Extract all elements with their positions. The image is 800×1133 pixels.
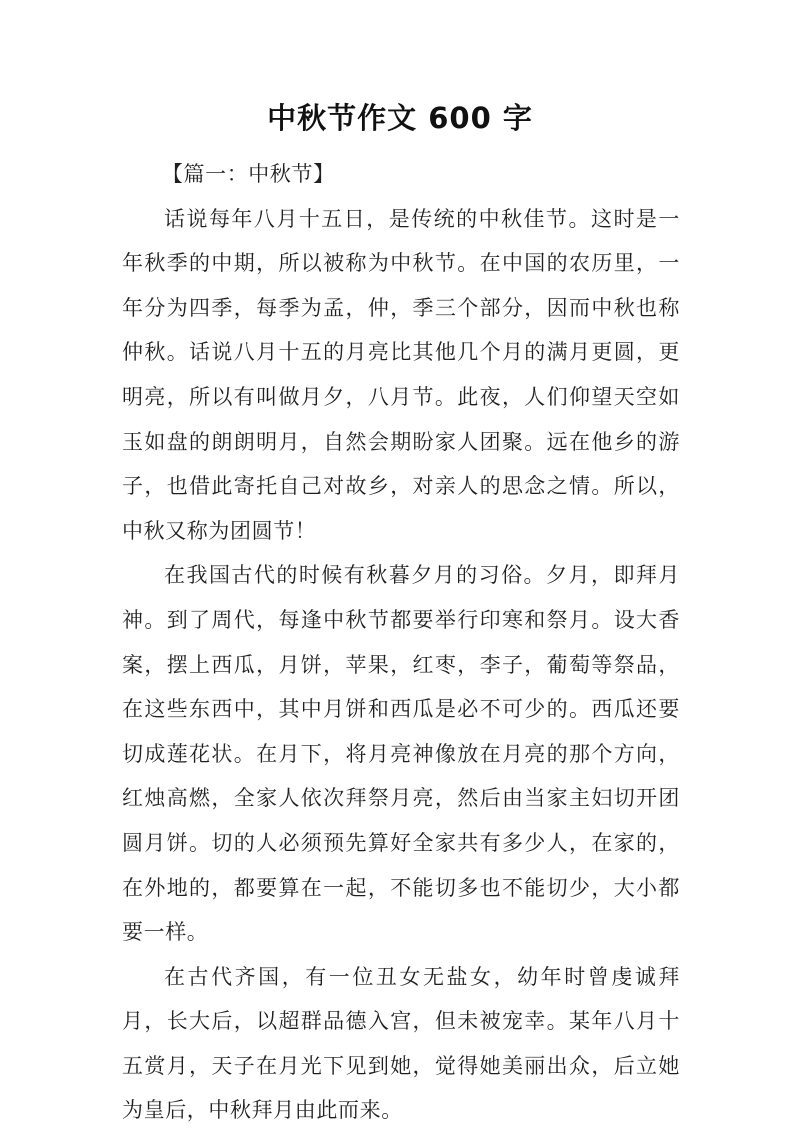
section-heading: 【篇一：中秋节】 [161,162,335,186]
document-title: 中秋节作文 600 字 [267,101,533,135]
document-body [122,152,680,1133]
paragraph: 话说每年八月十五日，是传统的中秋佳节。这时是一年秋季的中期，所以被称为中秋节。在中国的农历里，一年分为四季，每季为孟，仲，季三个部分，因而中秋也称仲秋。话说八月十五的月亮比其他几个月的满月更圆，更明亮，所以有叫做月夕，八月节。此夜，人们仰望天空如玉如盘的朗朗明月，自然会期盼家人团聚。远在他乡的游子，也借此寄托自己对故乡，对亲人的思念之情。所以，中秋又称为团圆节！ [122,206,680,543]
paragraph: 在我国古代的时候有秋暮夕月的习俗。夕月，即拜月神。到了周代，每逢中秋节都要举行印寒和祭月。设大香案，摆上西瓜，月饼，苹果，红枣，李子，葡萄等祭品，在这些东西中，其中月饼和西瓜是必不可少的。西瓜还要切成莲花状。在月下，将月亮神像放在月亮的那个方向，红烛高燃，全家人依次拜祭月亮，然后由当家主妇切开团圆月饼。切的人必须预先算好全家共有多少人，在家的，在外地的，都要算在一起，不能切多也不能切少，大小都要一样。 [122,563,680,945]
paragraph: 在古代齐国，有一位丑女无盐女，幼年时曾虔诚拜月，长大后，以超群品德入宫，但未被宠幸。某年八月十五赏月，天子在月光下见到她，觉得她美丽出众，后立她为皇后，中秋拜月由此而来。 [122,964,680,1123]
